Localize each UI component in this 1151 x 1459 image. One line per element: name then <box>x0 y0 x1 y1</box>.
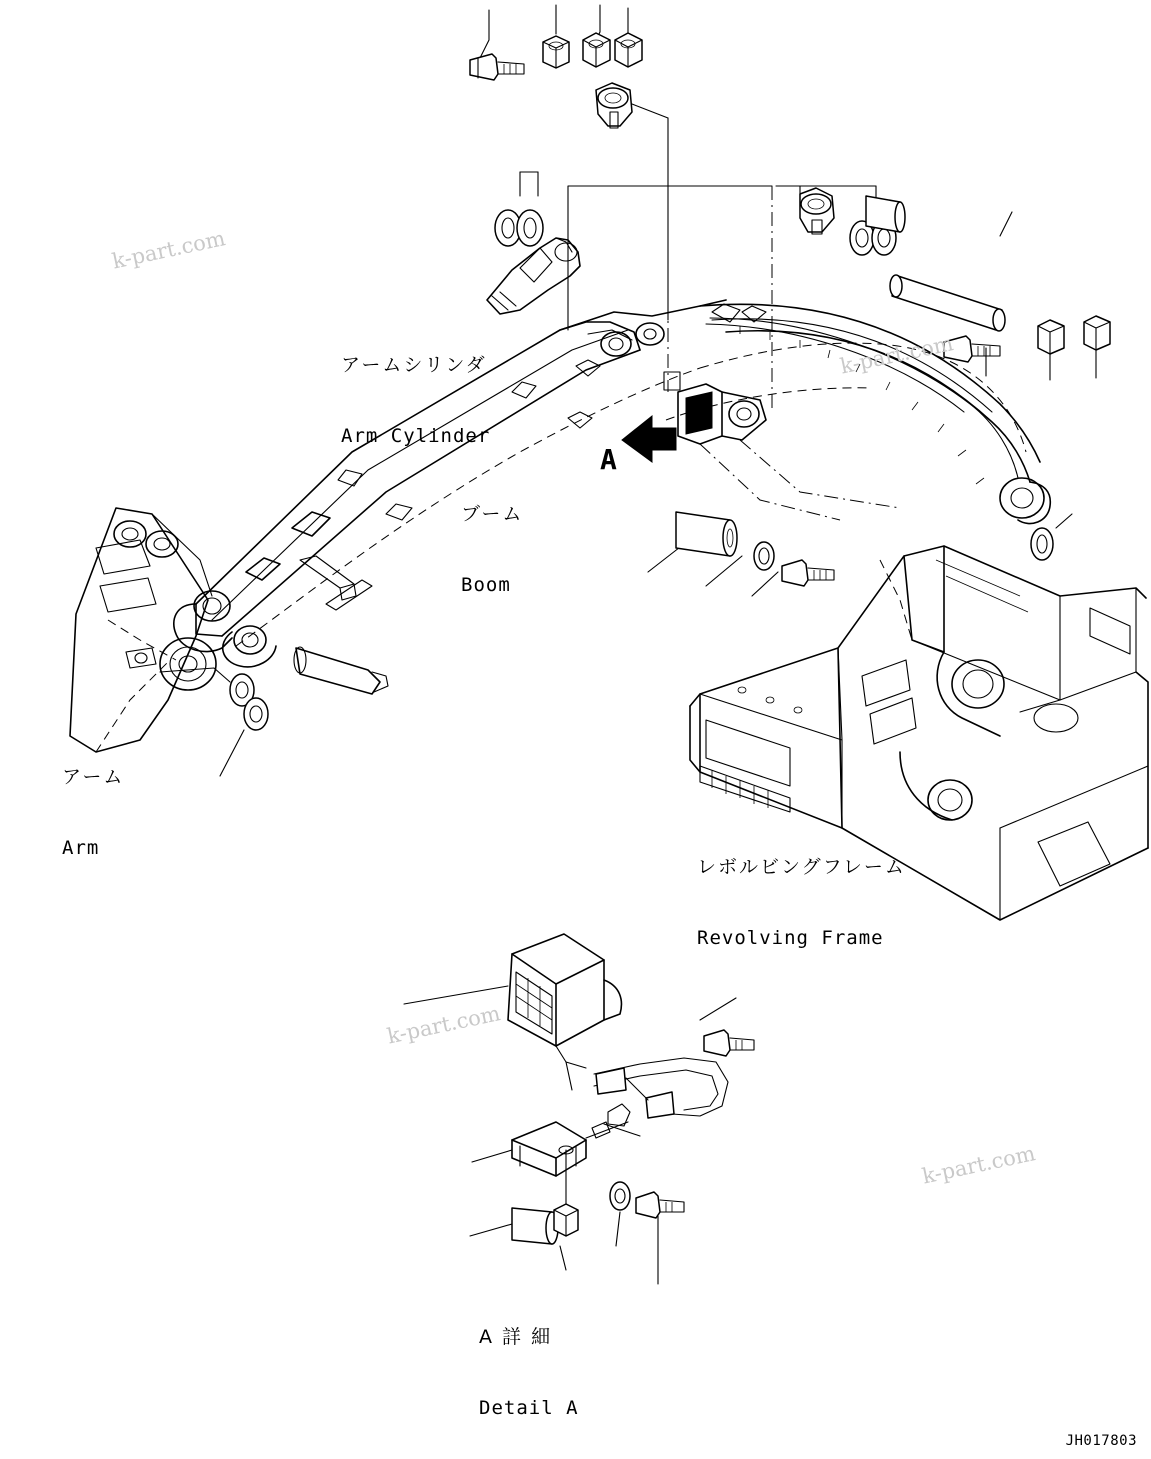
bolt-center <box>782 560 834 586</box>
bolt-top-1 <box>470 54 524 80</box>
nut-top-1 <box>543 36 569 68</box>
spacer-detail <box>512 1208 558 1244</box>
label-revolving-frame <box>697 808 906 998</box>
bushing-top-center <box>596 83 632 128</box>
watermark: k-part.com <box>838 331 956 379</box>
nut-detail <box>554 1204 578 1236</box>
nut-top-3 <box>615 33 642 67</box>
label-boom-en: Boom <box>461 573 511 596</box>
drawing-number: JH017803 <box>1065 1433 1137 1449</box>
washer-center <box>754 542 774 570</box>
label-revolving-frame-jp: レボルビングフレーム <box>697 855 906 878</box>
label-detail-a-jp: A 詳 細 <box>479 1325 553 1348</box>
watermark: k-part.com <box>110 226 228 274</box>
watermark: k-part.com <box>385 1001 503 1049</box>
washer-far-right <box>1031 528 1053 560</box>
label-boom <box>461 455 523 645</box>
label-arm-cylinder-en: Arm Cylinder <box>341 424 491 447</box>
label-arm-cylinder-jp: アームシリンダ <box>341 353 487 376</box>
label-arm-en: Arm <box>62 836 100 859</box>
nut-right-2 <box>1084 316 1110 350</box>
lamp-bracket <box>512 1122 586 1176</box>
callout-section-a: A <box>600 443 617 476</box>
arm-cylinder-body <box>487 238 580 314</box>
label-boom-jp: ブーム <box>461 502 524 525</box>
nut-top-2 <box>583 33 610 67</box>
watermark: k-part.com <box>920 1141 1038 1189</box>
sleeve-right <box>866 196 905 232</box>
boom-pin <box>294 647 388 694</box>
bolt-detail-top <box>704 1030 754 1056</box>
work-lamp <box>508 934 621 1090</box>
bolt-detail-bottom <box>636 1192 684 1218</box>
label-revolving-frame-en: Revolving Frame <box>697 926 884 949</box>
bushing-right <box>800 188 834 234</box>
arm-cylinder-group <box>487 172 580 314</box>
sleeve-center <box>676 512 737 556</box>
washer-ac-2 <box>517 210 543 246</box>
washer-detail <box>610 1182 630 1210</box>
label-detail-a <box>479 1278 579 1459</box>
hardware-group-top <box>470 5 668 320</box>
hardware-group-center <box>648 512 834 596</box>
rod-right <box>890 275 1005 331</box>
nut-right-1 <box>1038 320 1064 354</box>
lamp-bracket-on-boom <box>568 120 900 520</box>
washer-arm-2 <box>244 698 268 730</box>
label-arm <box>62 718 124 908</box>
label-detail-a-en: Detail A <box>479 1396 579 1419</box>
label-arm-jp: アーム <box>62 765 125 788</box>
